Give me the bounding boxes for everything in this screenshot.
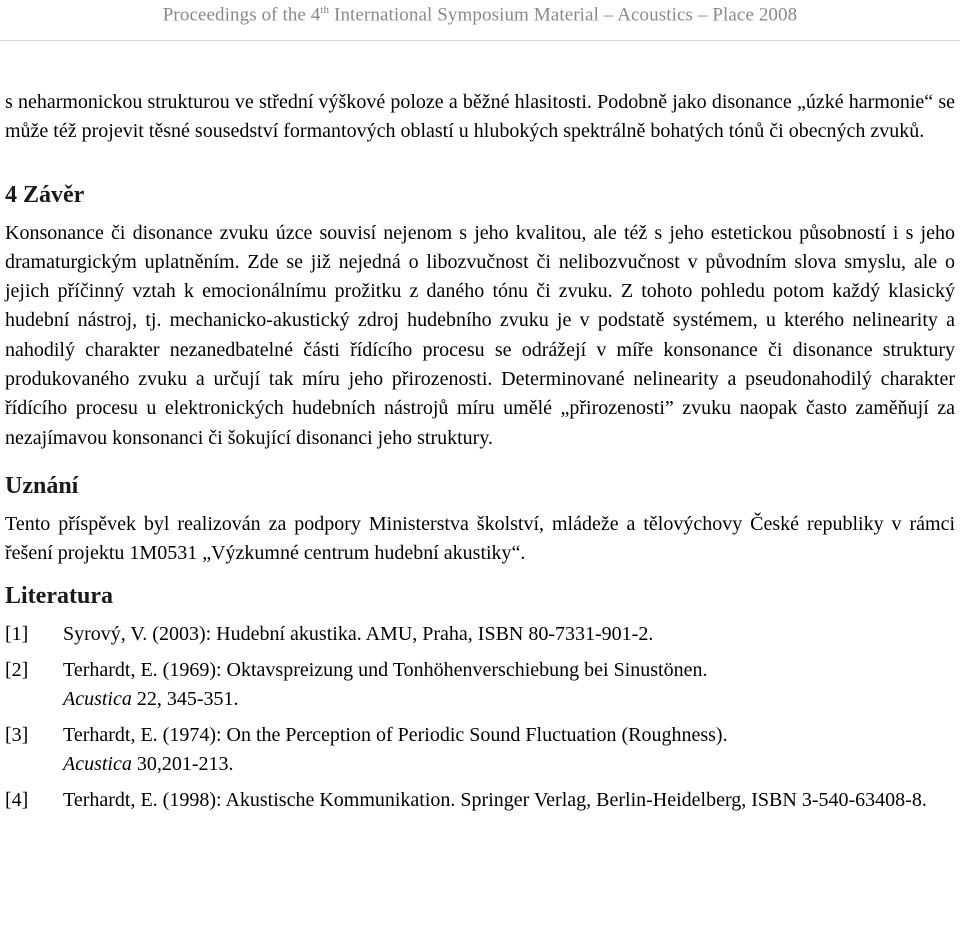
header-superscript: th (320, 4, 330, 16)
reference-text (63, 656, 955, 714)
page-body (5, 88, 955, 815)
reference-citation: Syrový, V. (2003): Hudební akustika. AMU, Praha, ISBN 80-7331-901-2. (63, 622, 654, 645)
reference-journal: Acustica (63, 752, 132, 775)
intro-paragraph: s neharmonickou strukturou ve střední výškové poloze a běžné hlasitosti. Podobně jako disonance „úzké harmonie“ se může též projevit těsné sousedství formantových oblastí u hlubokých spektrálně bohatých tónů či obecných zvuků. (5, 91, 955, 143)
heading-conclusion: 4 Závěr (5, 181, 85, 208)
reference-detail: 30,201-213. (131, 752, 234, 775)
conclusion-paragraph: Konsonance či disonance zvuku úzce souvisí nejenom s jeho kvalitou, ale též s jeho estetickou působností i s jeho dramaturgickým uplatněním. Zde se již nejedná o libozvučnost či nelibozvučnost v původním slova smyslu, ale o jejich příčinný vztah k emocionálnímu prožitku z daného tónu či zvuku. Z tohoto pohledu potom každý klasický hudební nástroj, tj. mechanicko-akustický zdroj hudebního zvuku je v podstatě systémem, u kterého nelinearity a nahodilý charakter nezanedbatelné části řídícího procesu se odrážejí v míře konsonance či disonance struktury produkovaného zvuku a určují tak míru jeho přirozenosti. Determinované nelinearity a pseudonahodilý charakter řídícího procesu u elektronických hudebních nástrojů míru umělé „přirozenosti” zvuku naopak často zaměňují za nezajímavou konsonanci či šokující disonanci jeho struktury. (5, 221, 955, 449)
reference-number: [3] (5, 723, 29, 746)
header-rule (0, 40, 960, 41)
acknowledgement-paragraph: Tento příspěvek byl realizován za podpory Ministerstva školství, mládeže a tělovýchovy České republiky v rámci řešení projektu 1M0531 „Výzkumné centrum hudební akustiky“. (5, 512, 955, 565)
reference-citation: Terhardt, E. (1974): On the Perception of Periodic Sound Fluctuation (Roughness). (63, 723, 728, 746)
reference-citation: Terhardt, E. (1998): Akustische Kommunikation. Springer Verlag, Berlin-Heidelberg, ISBN 3-540-63408-8. (63, 788, 927, 811)
heading-references: Literatura (5, 582, 113, 609)
reference-text (63, 786, 955, 815)
reference-item (5, 721, 955, 779)
reference-item (5, 620, 955, 649)
reference-list (5, 620, 955, 815)
reference-journal: Acustica (63, 687, 132, 710)
heading-acknowledgement: Uznání (5, 472, 79, 499)
running-header (0, 4, 960, 26)
reference-citation: Terhardt, E. (1969): Oktavspreizung und Tonhöhenverschiebung bei Sinustönen. (63, 658, 708, 681)
reference-item (5, 656, 955, 714)
reference-text (63, 721, 955, 779)
reference-number: [4] (5, 788, 29, 811)
reference-number: [2] (5, 658, 29, 681)
reference-number: [1] (5, 622, 29, 645)
header-text-start: Proceedings of the 4 (162, 4, 321, 26)
reference-detail: 22, 345-351. (131, 687, 239, 710)
header-text-end: International Symposium Material – Acoustics – Place 2008 (329, 4, 798, 26)
reference-text (63, 620, 955, 649)
reference-item (5, 786, 955, 815)
